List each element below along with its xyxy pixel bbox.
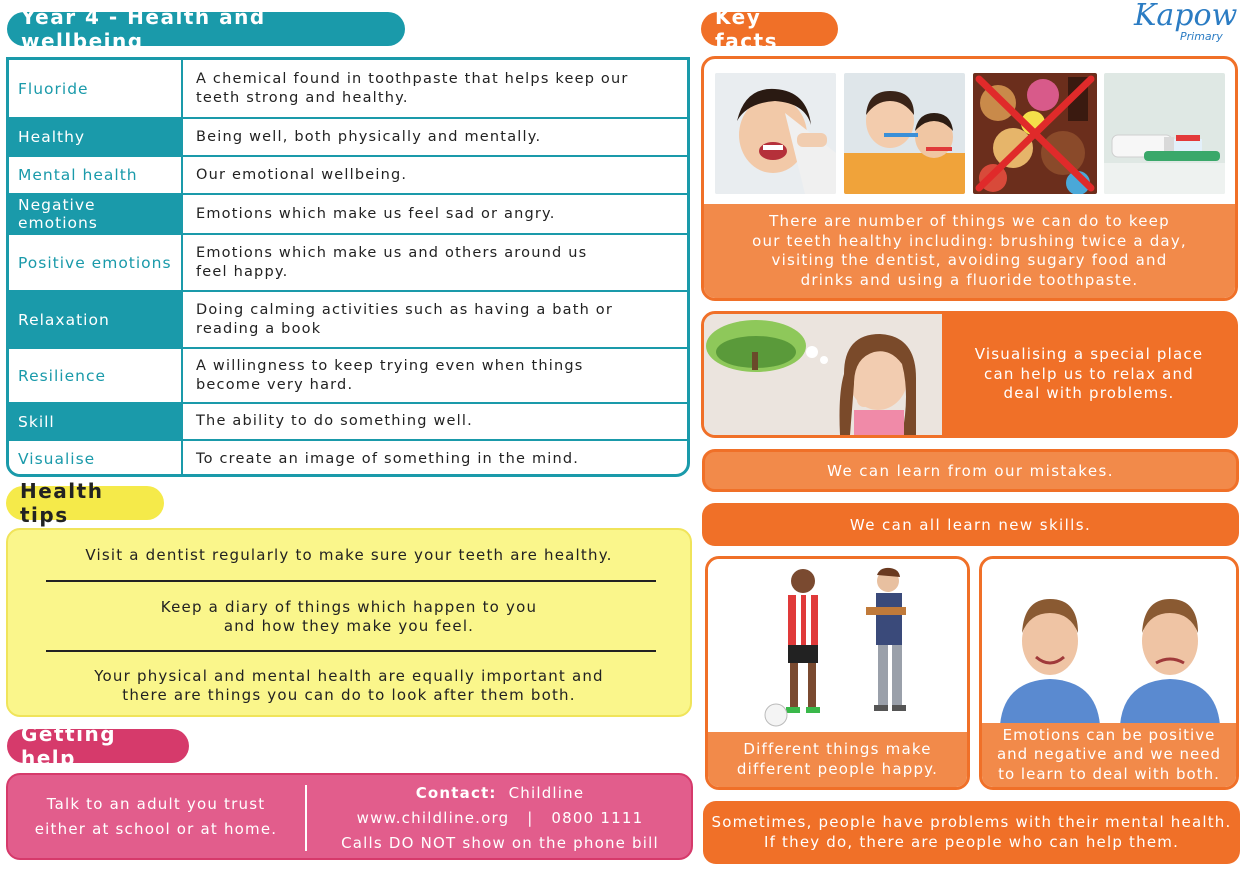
glossary-row bbox=[9, 439, 687, 477]
glossary-definition: Doing calming activities such as having a bath or reading a book bbox=[196, 301, 614, 337]
glossary-definition: A willingness to keep trying even when things become very hard. bbox=[196, 357, 584, 393]
page-title: Year 4 - Health and wellbeing bbox=[7, 12, 405, 46]
health-tip: Keep a diary of things which happen to you and how they make you feel. bbox=[160, 598, 538, 635]
mistakes-fact: We can learn from our mistakes. bbox=[702, 449, 1239, 492]
glossary-definition: To create an image of something in the mind. bbox=[196, 450, 580, 467]
glossary-term: Visualise bbox=[9, 441, 183, 477]
sugary-food-photo bbox=[973, 73, 1097, 194]
visualise-photo bbox=[704, 314, 942, 435]
glossary-term: Healthy bbox=[9, 119, 183, 155]
glossary-term: Fluoride bbox=[9, 60, 183, 117]
teeth-fact-box bbox=[701, 56, 1238, 301]
help-divider bbox=[305, 785, 307, 851]
contact-name: Childline bbox=[508, 784, 585, 802]
glossary-row bbox=[9, 155, 687, 193]
glossary-row bbox=[9, 60, 687, 117]
glossary-row bbox=[9, 347, 687, 402]
glossary-definition: Emotions which make us and others around us feel happy. bbox=[196, 244, 588, 280]
contact-details bbox=[308, 806, 692, 831]
visualise-fact-text: Visualising a special place can help us to relax and deal with problems. bbox=[974, 345, 1204, 403]
emotions-fact-box bbox=[979, 556, 1239, 790]
glossary-term: Negative emotions bbox=[9, 195, 183, 233]
contact-label: Contact: bbox=[415, 784, 497, 802]
health-tip: Visit a dentist regularly to make sure your teeth are healthy. bbox=[85, 546, 613, 564]
health-tips-box bbox=[6, 528, 692, 717]
teeth-fact-text: There are number of things we can do to keep our teeth healthy including: brushing twice a day, visiting the dentist, avoiding sugary food and drinks and using a fluoride toothpaste. bbox=[704, 204, 1235, 298]
childline-phone: 0800 1111 bbox=[551, 809, 644, 827]
getting-help-title: Getting help bbox=[7, 729, 189, 763]
glossary-row bbox=[9, 193, 687, 233]
logo-text: Kapow bbox=[1134, 0, 1238, 33]
kapow-logo bbox=[1128, 0, 1238, 48]
glossary-term: Mental health bbox=[9, 157, 183, 193]
glossary-definition: Our emotional wellbeing. bbox=[196, 166, 408, 183]
contact-line bbox=[308, 781, 692, 806]
glossary-definition: The ability to do something well. bbox=[196, 413, 473, 429]
glossary-row bbox=[9, 233, 687, 290]
happy-fact-box bbox=[705, 556, 970, 790]
brushing-photo bbox=[844, 73, 965, 194]
health-tip: Your physical and mental health are equally important and there are things you can do to look after them both. bbox=[94, 667, 604, 704]
glossary-definition: A chemical found in toothpaste that helps keep our teeth strong and healthy. bbox=[196, 70, 629, 106]
tip-divider bbox=[46, 650, 656, 652]
tip-divider bbox=[46, 580, 656, 582]
glossary-definition: Being well, both physically and mentally. bbox=[196, 128, 542, 145]
help-contact bbox=[308, 781, 692, 856]
happy-fact-text: Different things make different people happy. bbox=[708, 732, 967, 787]
glossary-definition: Emotions which make us feel sad or angry. bbox=[196, 205, 556, 222]
key-facts-title: Key facts bbox=[701, 12, 838, 46]
skills-fact: We can all learn new skills. bbox=[702, 503, 1239, 546]
glossary-term: Resilience bbox=[9, 349, 183, 402]
help-advice: Talk to an adult you trust either at school or at home. bbox=[34, 794, 278, 838]
glossary-table bbox=[6, 57, 690, 477]
contact-separator: | bbox=[527, 809, 534, 827]
childline-website-link[interactable]: www.childline.org bbox=[356, 809, 510, 827]
visualise-fact-box bbox=[701, 311, 1238, 438]
contact-note: Calls DO NOT show on the phone bill bbox=[341, 834, 659, 852]
logo-subtext: Primary bbox=[1180, 30, 1223, 43]
dentist-photo bbox=[715, 73, 836, 194]
glossary-row bbox=[9, 290, 687, 347]
emotions-fact-text: Emotions can be positive and negative and we need to learn to deal with both. bbox=[982, 723, 1236, 787]
emotions-photo bbox=[982, 559, 1236, 725]
glossary-row bbox=[9, 402, 687, 439]
health-tips-title: Health tips bbox=[6, 486, 164, 520]
getting-help-box bbox=[6, 773, 693, 860]
happy-photo bbox=[708, 559, 967, 734]
mental-health-help-fact: Sometimes, people have problems with their mental health. If they do, there are people who can help them. bbox=[703, 801, 1240, 864]
toothpaste-photo bbox=[1104, 73, 1225, 194]
glossary-term: Skill bbox=[9, 404, 183, 439]
glossary-term: Positive emotions bbox=[9, 235, 183, 290]
glossary-term: Relaxation bbox=[9, 292, 183, 347]
glossary-row bbox=[9, 117, 687, 155]
